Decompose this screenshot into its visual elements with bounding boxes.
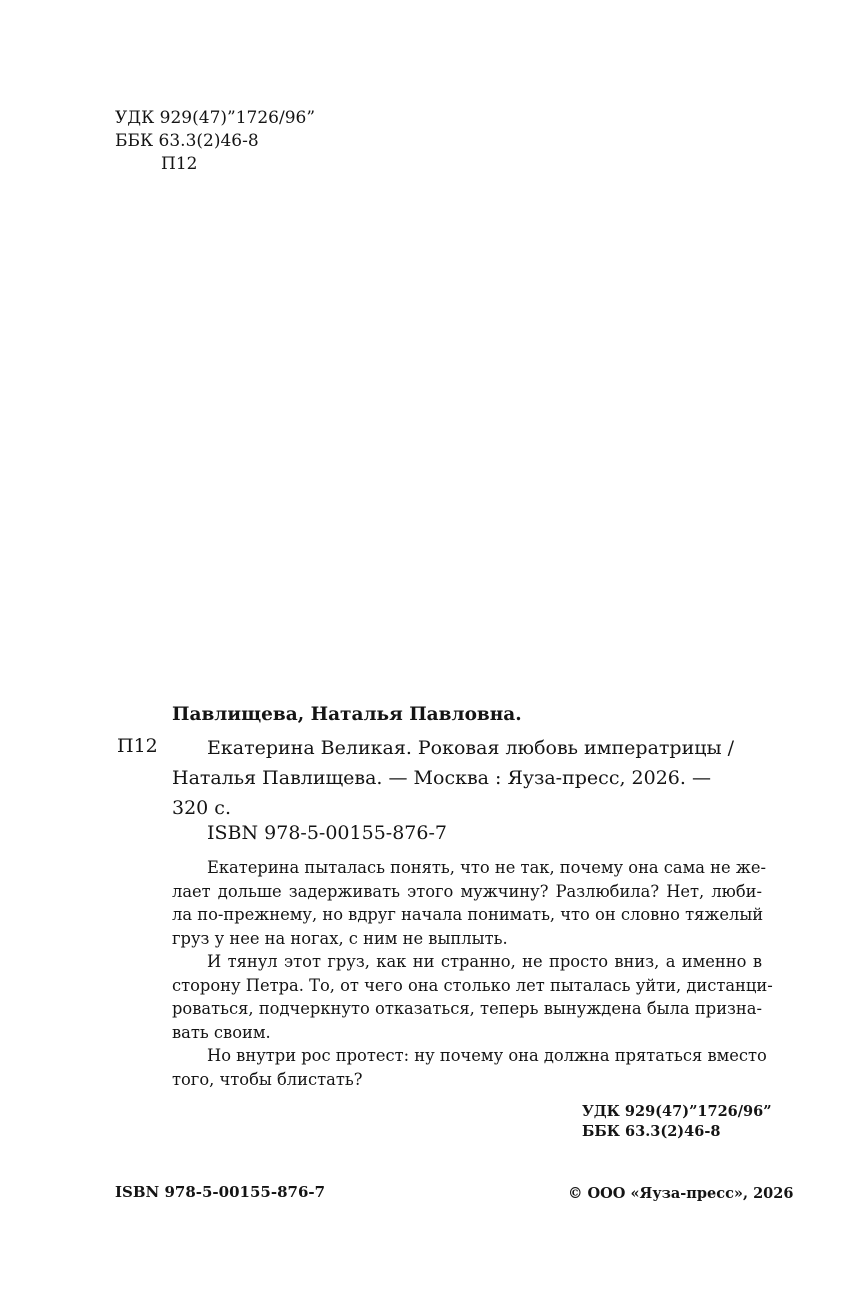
bib-description bbox=[172, 733, 772, 823]
annotation-line: Но внутри рос протест: ну почему она должна прятаться вместо bbox=[207, 1046, 767, 1065]
footer-classification-codes bbox=[582, 1102, 772, 1142]
header-classification-codes bbox=[115, 107, 315, 176]
annotation-line: лает дольше задерживать этого мужчину? Разлюбила? Нет, люби- bbox=[172, 881, 762, 901]
bib-description-line: 320 с. bbox=[172, 797, 231, 819]
footer-isbn: ISBN 978-5-00155-876-7 bbox=[115, 1183, 326, 1201]
copyright: © ООО «Яуза-пресс», 2026 bbox=[568, 1185, 794, 1202]
annotation-line: И тянул этот груз, как ни странно, не просто вниз, а именно в bbox=[207, 952, 762, 971]
annotation-line: сторону Петра. То, от чего она столько лет пыталась уйти, дистанци- bbox=[172, 975, 773, 995]
annotation-line: Екатерина пыталась понять, что не так, почему она сама не же- bbox=[207, 858, 766, 877]
bib-author-sign: П12 bbox=[117, 735, 158, 757]
annotation-line: ла по-прежнему, но вдруг начала понимать, что он словно тяжелый bbox=[172, 905, 764, 924]
author-sign: П12 bbox=[161, 154, 198, 174]
annotation-line: роваться, подчеркнуто отказаться, теперь вынуждена была призна- bbox=[172, 999, 762, 1018]
footer-bbk-code: ББК 63.3(2)46-8 bbox=[582, 1123, 721, 1140]
udk-code: УДК 929(47)”1726/96” bbox=[115, 108, 316, 128]
bbk-code: ББК 63.3(2)46-8 bbox=[115, 131, 259, 151]
annotation bbox=[172, 856, 773, 1091]
bib-isbn: ISBN 978-5-00155-876-7 bbox=[207, 822, 447, 844]
bib-description-line: Екатерина Великая. Роковая любовь императрицы / bbox=[207, 737, 735, 759]
annotation-line: вать своим. bbox=[172, 1022, 271, 1042]
footer-udk-code: УДК 929(47)”1726/96” bbox=[582, 1103, 772, 1120]
bib-description-line: Наталья Павлищева. — Москва : Яуза-пресс, 2026. — bbox=[172, 767, 711, 789]
annotation-line: того, чтобы блистать? bbox=[172, 1069, 363, 1089]
bib-author: Павлищева, Наталья Павловна. bbox=[172, 704, 522, 725]
annotation-line: груз у нее на ногах, с ним не выплыть. bbox=[172, 928, 508, 948]
